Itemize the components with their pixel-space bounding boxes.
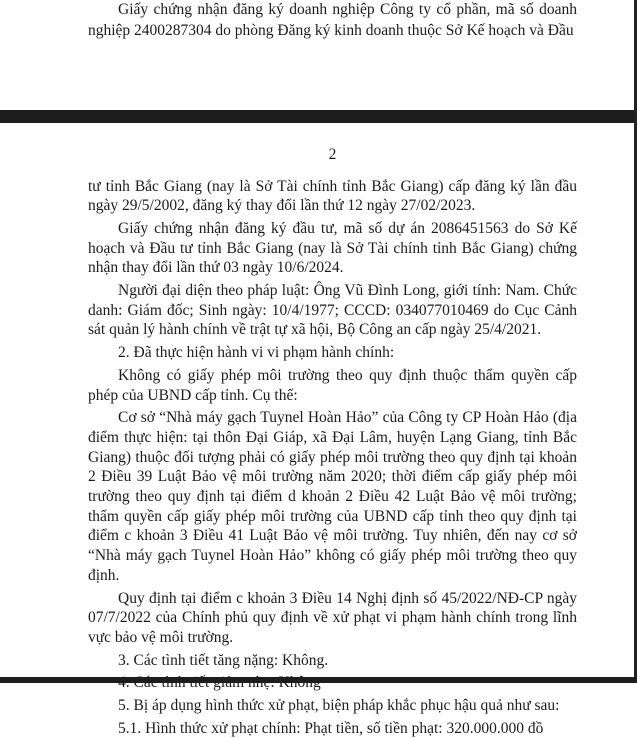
page2-body-text (88, 177, 577, 738)
page2-sheet (0, 123, 634, 683)
page-number: 2 (88, 145, 577, 165)
page-separator-band (0, 110, 637, 123)
paragraph: 3. Các tình tiết tăng nặng: Không. (88, 651, 577, 671)
paragraph: Quy định tại điểm c khoản 3 Điều 14 Nghị định số 45/2022/NĐ-CP ngày 07/7/2022 của Chính phủ quy định về xử phạt vi phạm hành chính trong lĩnh vực bảo vệ môi trường. (88, 589, 577, 648)
paragraph: Cơ sở “Nhà máy gạch Tuynel Hoàn Hảo” của Công ty CP Hoàn Hảo (địa điểm thực hiện: tại thôn Đại Giáp, xã Đại Lâm, huyện Lạng Giang, tỉnh Bắc Giang) thuộc đối tượng phải có giấy phép môi trường theo quy định tại khoản 2 Điều 39 Luật Bảo vệ môi trường năm 2020; thời điểm cấp giấy phép môi trường theo quy định tại điểm d khoản 2 Điều 42 Luật Bảo vệ môi trường; thẩm quyền cấp giấy phép môi trường của UBND cấp tỉnh theo quy định tại điểm c khoản 3 Điều 41 Luật Bảo vệ môi trường. Tuy nhiên, đến nay cơ sở “Nhà máy gạch Tuynel Hoàn Hảo” không có giấy phép môi trường theo quy định. (88, 408, 577, 585)
paragraph: Giấy chứng nhận đăng ký đầu tư, mã số dự án 2086451563 do Sở Kế hoạch và Đầu tư tỉnh Bắc Giang (nay là Sở Tài chính tỉnh Bắc Giang) chứng nhận thay đổi lần thứ 03 ngày 10/6/2024. (88, 219, 577, 278)
paragraph: 5. Bị áp dụng hình thức xử phạt, biện pháp khắc phục hậu quả như sau: (88, 696, 577, 716)
page-bottom-edge-strip (0, 677, 637, 683)
paragraph: tư tỉnh Bắc Giang (nay là Sở Tài chính tỉnh Bắc Giang) cấp đăng ký lần đầu ngày 29/5/2002, đăng ký thay đổi lần thứ 12 ngày 27/02/2023. (88, 177, 577, 216)
page1-bottom-fragment: Giấy chứng nhận đăng ký doanh nghiệp Công ty cổ phần, mã số doanh nghiệp 2400287304 do phòng Đăng ký kinh doanh thuộc Sở Kế hoạch và Đầu (88, 0, 577, 41)
paragraph: 5.1. Hình thức xử phạt chính: Phạt tiền, số tiền phạt: 320.000.000 đồ (88, 719, 577, 738)
paragraph: Người đại diện theo pháp luật: Ông Vũ Đình Long, giới tính: Nam. Chức danh: Giám đốc; Sinh ngày: 10/4/1977; CCCD: 034077010469 do Cục Cảnh sát quản lý hành chính về trật tự xã hội, Bộ Công an cấp ngày 25/4/2021. (88, 281, 577, 340)
paragraph: 2. Đã thực hiện hành vi vi phạm hành chính: (88, 343, 577, 363)
paragraph: Không có giấy phép môi trường theo quy định thuộc thẩm quyền cấp phép của UBND cấp tỉnh. Cụ thể: (88, 366, 577, 405)
